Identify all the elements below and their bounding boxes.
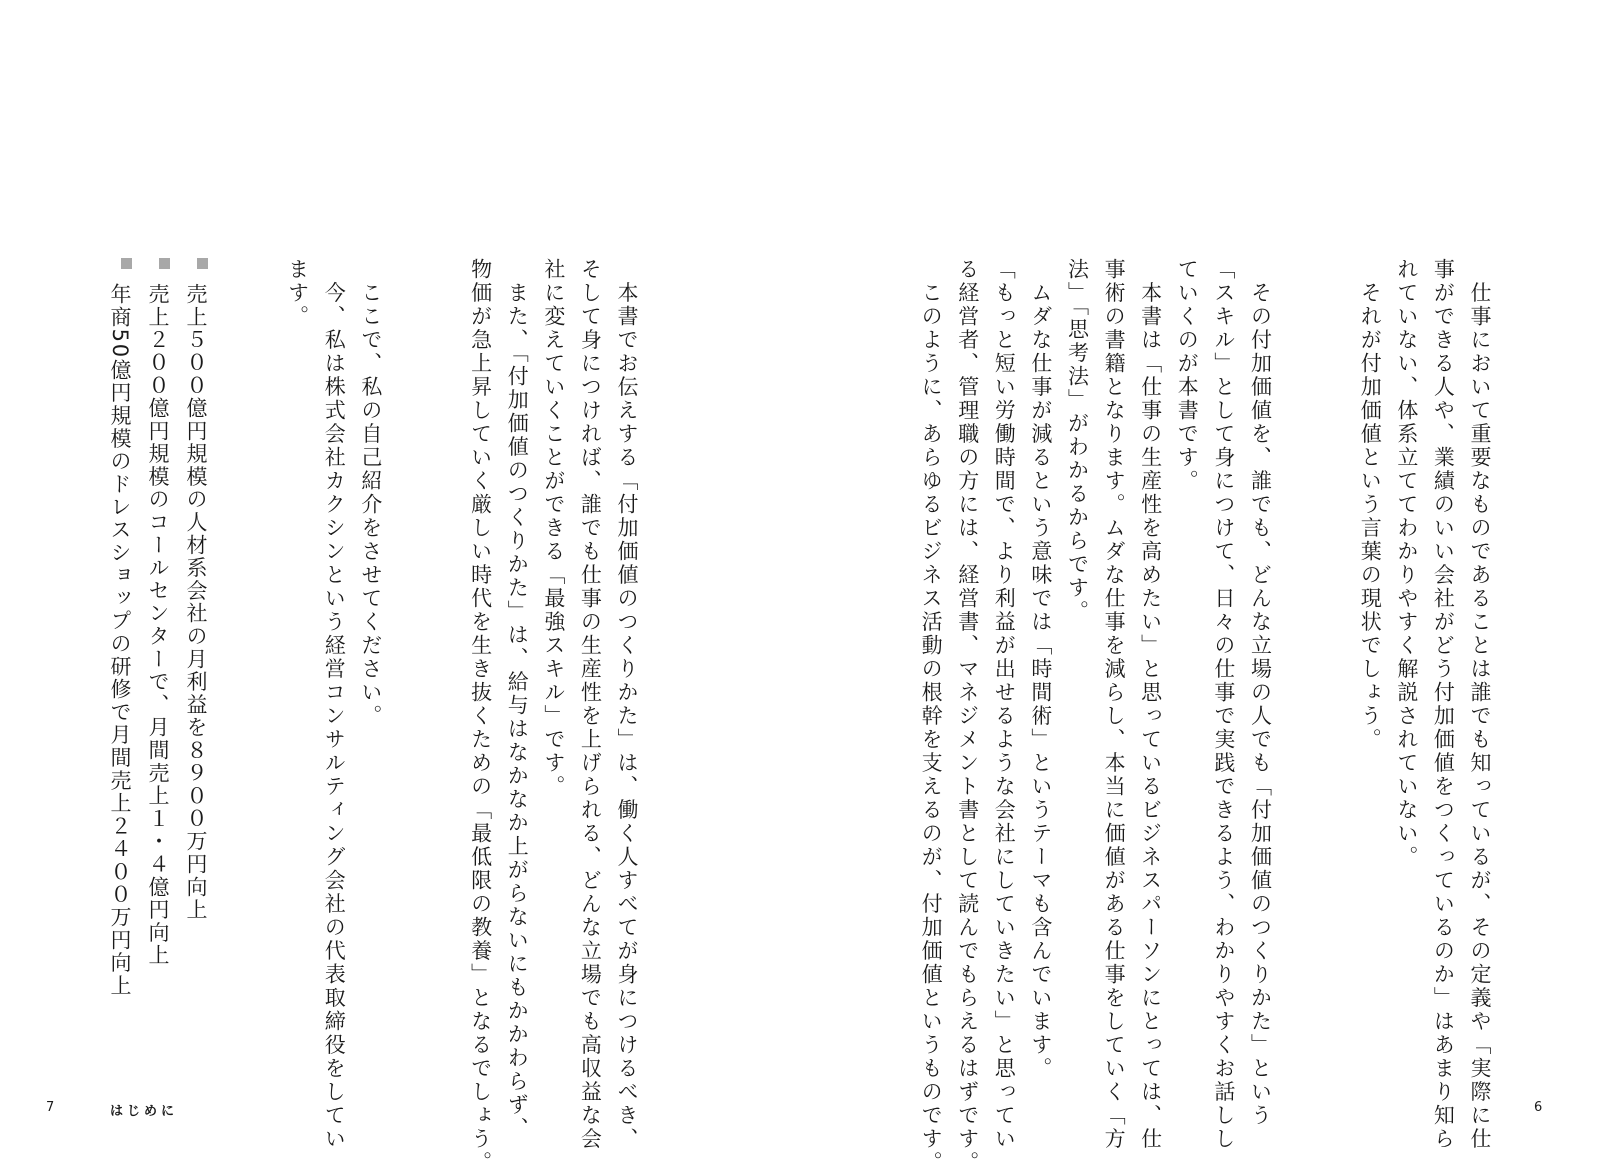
list-item: [177, 258, 215, 997]
list-item: [139, 258, 177, 997]
right-page-number: 6: [1534, 1100, 1543, 1115]
running-head: はじめに: [110, 1104, 179, 1119]
text-line: このように、あらゆるビジネス活動の根幹を支えるのが、付加価値というものです。: [919, 258, 944, 1175]
text-line: 法」「思考法」がわかるからです。: [1065, 258, 1090, 624]
text-line: 事ができる人や、業績のいい会社がどう付加価値をつくっているのか」はあまり知ら: [1431, 258, 1456, 1151]
blank-line: [389, 258, 426, 1058]
text-line: また、「付加価値のつくりかた」は、給与はなかなか上がらないにもかかわらず、: [505, 258, 530, 1141]
left-page-number: 7: [46, 1100, 55, 1115]
list-item: [101, 258, 139, 997]
text-line: 「スキル」として身につけて、日々の仕事で実践できるよう、わかりやすくお話しし: [1211, 258, 1236, 1151]
blank-line: [1315, 258, 1352, 1088]
square-bullet-icon: [197, 258, 208, 269]
text-line: それが付加価値という言葉の現状でしょう。: [1358, 258, 1383, 752]
text-line: そして身につければ、誰でも仕事の生産性を上げられる、どんな立場でも高収益な会: [578, 258, 603, 1151]
text-line: ていくのが本書です。: [1175, 258, 1200, 493]
text-line: 社に変えていくことができる「最強スキル」です。: [541, 258, 566, 799]
text-line: 「もっと短い労働時間で、より利益が出せるような会社にしていきたい」と思ってい: [992, 258, 1017, 1151]
list-item-text: 売上５００億円規模の人材系会社の月利益を８９００万円向上: [184, 283, 208, 922]
text-line: 本書でお伝えする「付加価値のつくりかた」は、働く人すべてが身につけるべき、: [615, 258, 639, 1151]
square-bullet-icon: [121, 258, 132, 269]
text-line: 物価が急上昇していく厳しい時代を生き抜くための「最低限の教養」となるでしょう。: [468, 258, 493, 1175]
blank-line: [1278, 258, 1315, 1088]
left-page-body: [279, 258, 645, 1175]
list-item-text: 売上２００億円規模のコールセンターで、月間売上１・４億円向上: [146, 283, 170, 967]
text-line: 事術の書籍となります。ムダな仕事を減らし、本当に価値がある仕事をしていく「方: [1102, 258, 1127, 1151]
text-line: れていない、体系立ててわかりやすく解説されていない。: [1394, 258, 1419, 869]
blank-line: [425, 258, 462, 1058]
text-line: る経営者、管理職の方には、経営書、マネジメント書として読んでもらえるはずです。: [955, 258, 980, 1175]
right-page-body: [913, 258, 1499, 1175]
text-line: ムダな仕事が減るという意味では「時間術」というテーマも含んでいます。: [1028, 258, 1053, 1081]
square-bullet-icon: [159, 258, 170, 269]
text-line: ます。: [285, 258, 310, 329]
text-line: ここで、私の自己紹介をさせてください。: [358, 258, 383, 728]
text-line: 仕事において重要なものであることは誰でも知っているが、その定義や「実際に仕: [1468, 258, 1492, 1151]
text-line: 本書は「仕事の生産性を高めたい」と思っているビジネスパーソンにとっては、仕: [1138, 258, 1163, 1151]
text-line: その付加価値を、誰でも、どんな立場の人でも「付加価値のつくりかた」という: [1248, 258, 1273, 1128]
text-line: 今、私は株式会社カクシンという経営コンサルティング会社の代表取締役をしてい: [322, 258, 347, 1151]
achievement-list: [101, 258, 215, 997]
list-item-text: 年商50億円規模のドレスショップの研修で月間売上２４００万円向上: [108, 283, 132, 998]
